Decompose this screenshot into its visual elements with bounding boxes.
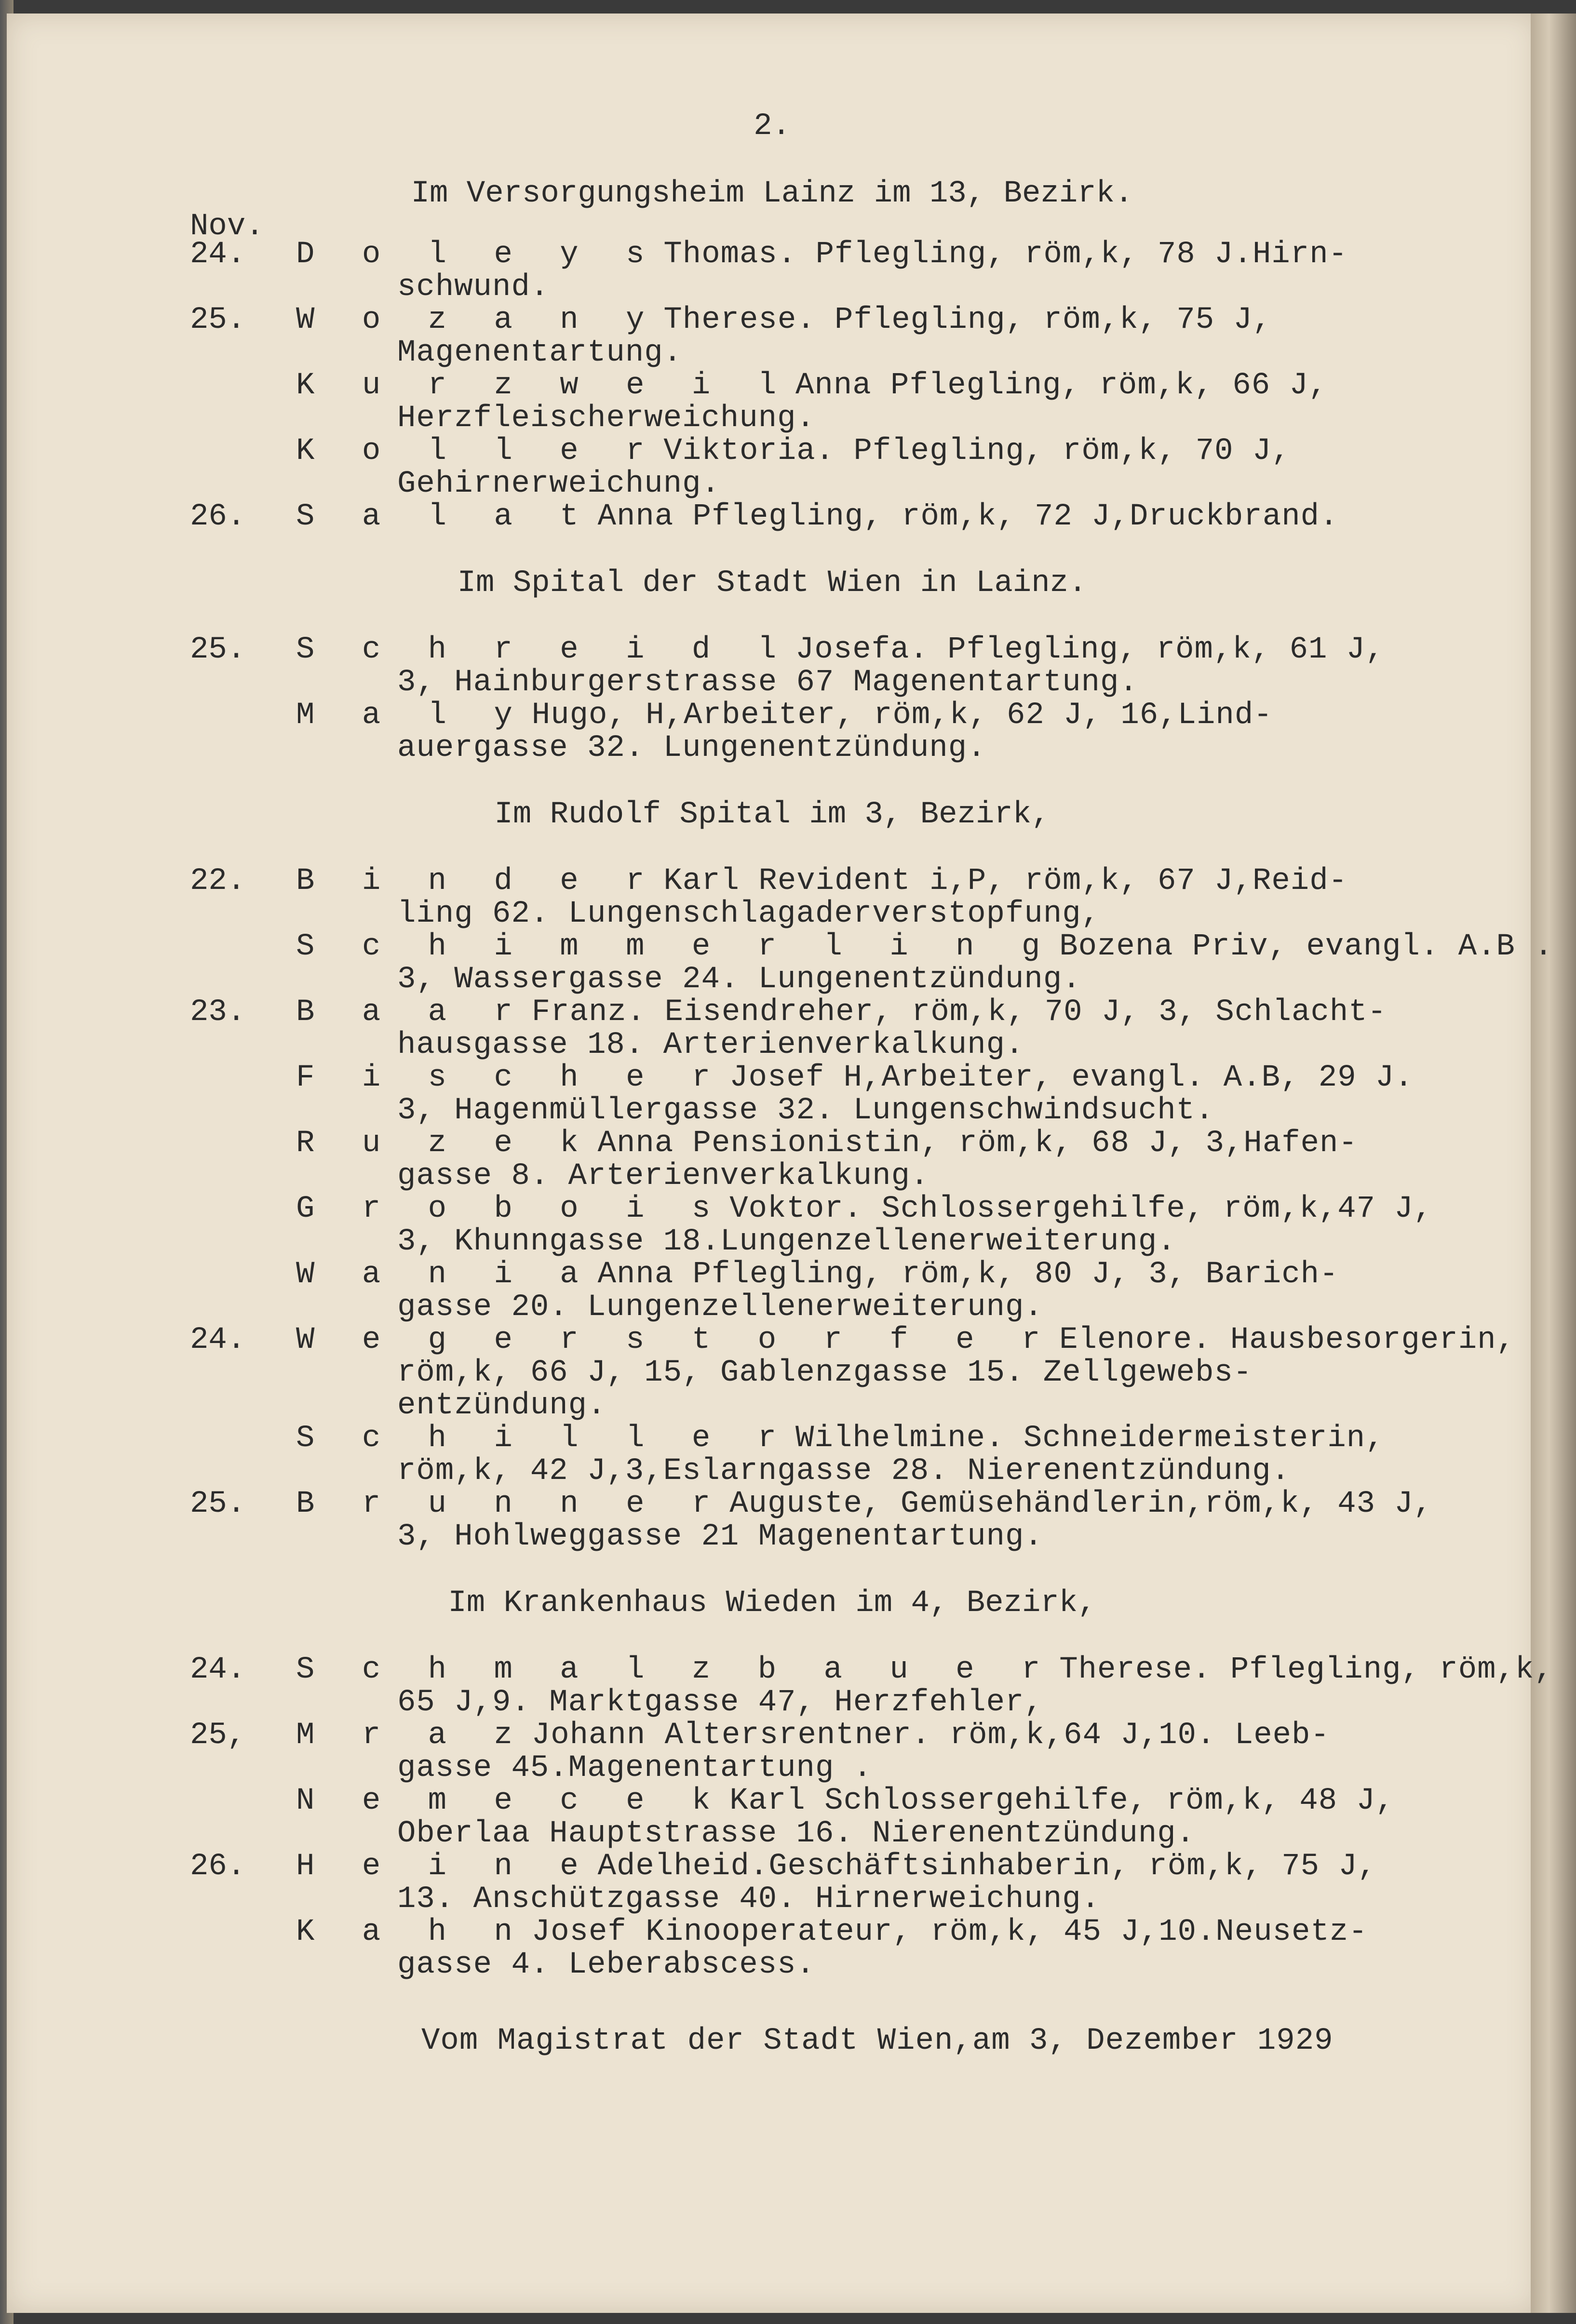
entry-day: 25, <box>190 1718 246 1753</box>
entry-detail: Josef H,Arbeiter, evangl. A.B, 29 J. <box>729 1061 1414 1095</box>
entry-surname: B a a r <box>296 995 527 1030</box>
entry-detail: Adelheid.Geschäftsinhaberin, röm,k, 75 J, <box>597 1849 1377 1884</box>
entry-detail: Voktor. Schlossergehilfe, röm,k,47 J, <box>729 1192 1433 1226</box>
entry-detail: röm,k, 42 J,3,Eslarngasse 28. Nierenentzündung. <box>397 1454 1291 1489</box>
entry-day: 24. <box>190 1652 246 1687</box>
entry-detail: Elenore. Hausbesorgerin, <box>1059 1323 1515 1357</box>
entry-surname: H e i n e <box>296 1849 593 1884</box>
entry-surname: B r u n n e r <box>296 1487 725 1521</box>
section-heading: Im Rudolf Spital im 3, Bezirk, <box>494 797 1050 832</box>
entry-detail: Hugo, H,Arbeiter, röm,k, 62 J, 16,Lind- <box>531 698 1273 733</box>
entry-detail: Viktoria. Pflegling, röm,k, 70 J, <box>663 434 1291 469</box>
entry-detail: Herzfleischerweichung. <box>397 401 815 436</box>
entry-day: 22. <box>190 864 246 899</box>
entry-detail: auergasse 32. Lungenentzündung. <box>397 731 986 766</box>
entry-detail: röm,k, 66 J, 15, Gablenzgasse 15. Zellgewebs- <box>397 1356 1253 1390</box>
page-spine <box>1531 13 1576 2313</box>
entry-detail: Bozena Priv, evangl. A.B . <box>1059 929 1553 964</box>
entry-surname: D o l e y s <box>296 237 659 272</box>
entry-detail: Josefa. Pflegling, röm,k, 61 J, <box>795 632 1385 667</box>
entry-detail: ling 62. Lungenschlagaderverstopfung, <box>397 897 1101 931</box>
entry-detail: gasse 4. Leberabscess. <box>397 1948 815 1982</box>
entry-detail: Anna Pensionistin, röm,k, 68 J, 3,Hafen- <box>597 1126 1358 1161</box>
entry-surname: S c h r e i d l <box>296 632 791 667</box>
entry-detail: 3, Khunngasse 18.Lungenzellenerweiterung. <box>397 1224 1176 1259</box>
entry-detail: gasse 45.Magenentartung . <box>397 1751 873 1786</box>
entry-detail: Karl Revident i,P, röm,k, 67 J,Reid- <box>663 864 1348 899</box>
entry-surname: K u r z w e i l <box>296 368 791 403</box>
entry-detail: Anna Pflegling, röm,k, 72 J,Druckbrand. <box>597 499 1339 534</box>
entry-surname: G r o b o i s <box>296 1192 725 1226</box>
entry-detail: Gehirnerweichung. <box>397 467 720 501</box>
entry-detail: Josef Kinooperateur, röm,k, 45 J,10.Neusetz- <box>531 1915 1368 1949</box>
entry-day: 26. <box>190 1849 246 1884</box>
entry-surname: S a l a t <box>296 499 593 534</box>
entry-detail: Johann Altersrentner. röm,k,64 J,10. Leeb- <box>531 1718 1330 1753</box>
entry-surname: W e g e r s t o r f e r <box>296 1323 1055 1357</box>
entry-day: 25. <box>190 632 246 667</box>
entry-surname: K a h n <box>296 1915 527 1949</box>
entry-detail: Wilhelmine. Schneidermeisterin, <box>795 1421 1385 1456</box>
entry-surname: M a l y <box>296 698 527 733</box>
entry-detail: Oberlaa Hauptstrasse 16. Nierenentzündung. <box>397 1816 1196 1851</box>
entry-detail: Anna Pflegling, röm,k, 80 J, 3, Barich- <box>597 1257 1339 1292</box>
section-heading: Im Versorgungsheim Lainz im 13, Bezirk. <box>411 176 1133 211</box>
entry-detail: gasse 8. Arterienverkalkung. <box>397 1159 929 1194</box>
entry-detail: gasse 20. Lungenzellenerweiterung. <box>397 1290 1043 1325</box>
entry-detail: 3, Hohlweggasse 21 Magenentartung. <box>397 1519 1043 1554</box>
entry-detail: Therese. Pflegling, röm,k, <box>1059 1652 1553 1687</box>
entry-detail: 3, Wassergasse 24. Lungenentzündung. <box>397 962 1081 997</box>
entry-detail: Thomas. Pflegling, röm,k, 78 J.Hirn- <box>663 237 1348 272</box>
footer-signature: Vom Magistrat der Stadt Wien,am 3, Dezember 1929 <box>421 2024 1334 2058</box>
entry-surname: S c h i m m e r l i n g <box>296 929 1055 964</box>
entry-day: 26. <box>190 499 246 534</box>
entry-surname: B i n d e r <box>296 864 659 899</box>
entry-surname: W o z a n y <box>296 303 659 337</box>
page-number: 2. <box>754 109 791 144</box>
entry-surname: R u z e k <box>296 1126 593 1161</box>
entry-detail: entzündung. <box>397 1388 606 1423</box>
month-label: Nov. <box>190 209 264 244</box>
entry-surname: S c h m a l z b a u e r <box>296 1652 1055 1687</box>
entry-surname: M r a z <box>296 1718 527 1753</box>
entry-detail: schwund. <box>397 270 550 305</box>
entry-detail: Anna Pflegling, röm,k, 66 J, <box>795 368 1328 403</box>
entry-detail: 3, Hagenmüllergasse 32. Lungenschwindsucht. <box>397 1093 1214 1128</box>
entry-detail: 3, Hainburgerstrasse 67 Magenentartung. <box>397 665 1138 700</box>
entry-surname: K o l l e r <box>296 434 659 469</box>
entry-detail: hausgasse 18. Arterienverkalkung. <box>397 1028 1024 1062</box>
entry-day: 25. <box>190 303 246 337</box>
entry-detail: Auguste, Gemüsehändlerin,röm,k, 43 J, <box>729 1487 1433 1521</box>
entry-day: 23. <box>190 995 246 1030</box>
section-heading: Im Spital der Stadt Wien in Lainz. <box>457 566 1087 601</box>
entry-detail: 65 J,9. Marktgasse 47, Herzfehler, <box>397 1685 1043 1720</box>
entry-surname: S c h i l l e r <box>296 1421 791 1456</box>
entry-surname: F i s c h e r <box>296 1061 725 1095</box>
section-heading: Im Krankenhaus Wieden im 4, Bezirk, <box>448 1586 1096 1621</box>
entry-detail: Karl Schlossergehilfe, röm,k, 48 J, <box>729 1784 1395 1818</box>
entry-day: 24. <box>190 1323 246 1357</box>
entry-day: 25. <box>190 1487 246 1521</box>
entry-detail: Therese. Pflegling, röm,k, 75 J, <box>663 303 1272 337</box>
entry-day: 24. <box>190 237 246 272</box>
entry-detail: Franz. Eisendreher, röm,k, 70 J, 3, Schlacht- <box>531 995 1387 1030</box>
entry-detail: 13. Anschützgasse 40. Hirnerweichung. <box>397 1882 1101 1917</box>
entry-surname: N e m e c e k <box>296 1784 725 1818</box>
entry-surname: W a n i a <box>296 1257 593 1292</box>
entry-detail: Magenentartung. <box>397 336 683 370</box>
